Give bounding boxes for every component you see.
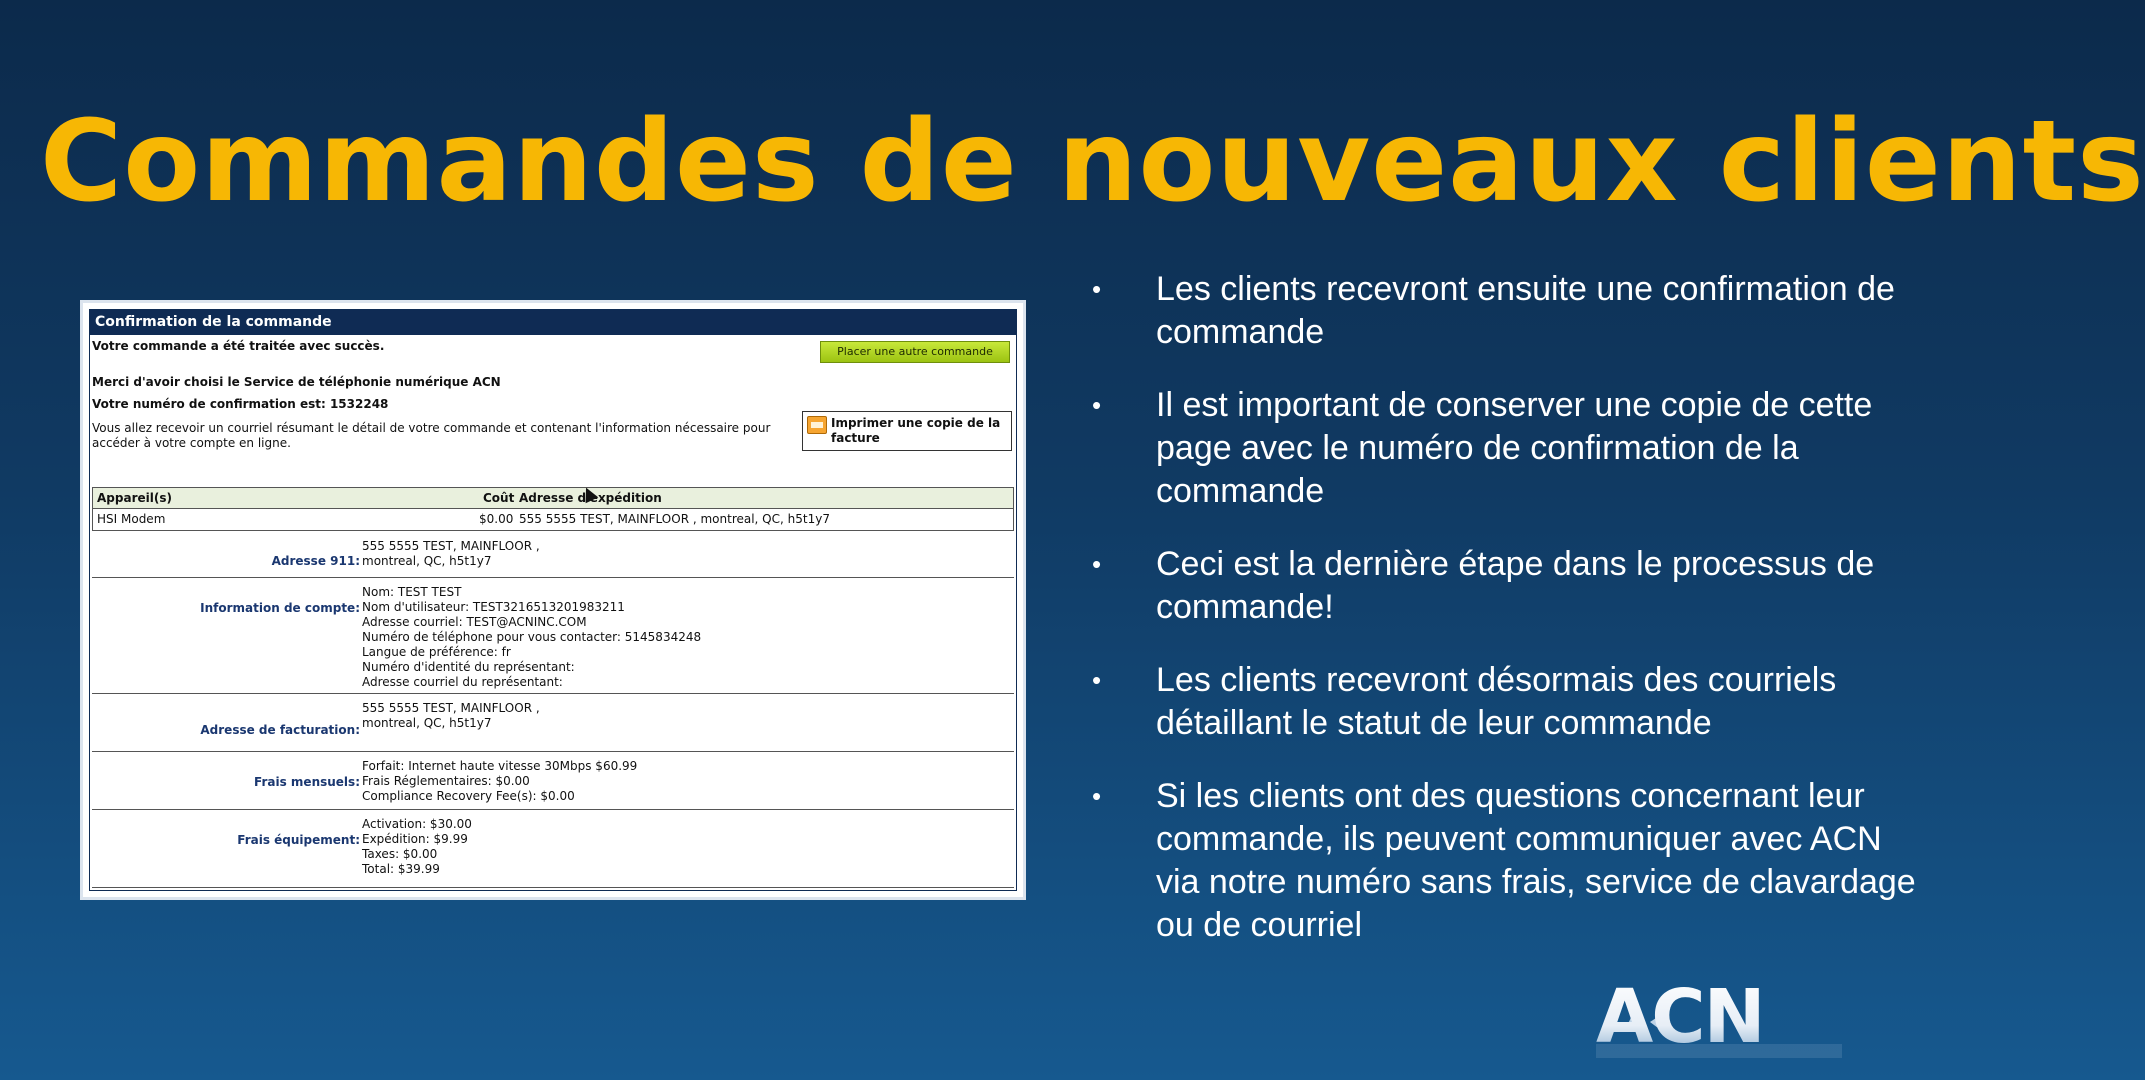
bullet-dot: •	[1092, 665, 1102, 695]
section-label-equipment: Frais équipement:	[237, 833, 360, 847]
col-device: Appareil(s)	[97, 491, 172, 505]
printer-icon	[807, 416, 827, 434]
value-line: Activation: $30.00	[362, 817, 472, 831]
thanks-message: Merci d'avoir choisi le Service de téléphonie numérique ACN	[92, 375, 501, 389]
place-another-order-button[interactable]: Placer une autre commande	[820, 341, 1010, 363]
section-label-monthly: Frais mensuels:	[254, 775, 360, 789]
section-values-911	[362, 539, 540, 569]
bullet-dot: •	[1092, 549, 1102, 579]
shipping-cell: 555 5555 TEST, MAINFLOOR , montreal, QC, h5t1y7	[519, 512, 830, 526]
value-line: Frais Réglementaires: $0.00	[362, 774, 530, 788]
acn-logo	[1588, 972, 1848, 1062]
confirmation-body	[89, 335, 1017, 891]
value-line: Total: $39.99	[362, 862, 440, 876]
order-confirmation-screenshot	[80, 300, 1026, 900]
section-values-account	[362, 585, 701, 690]
col-shipping-address: Adresse d'expédition	[519, 491, 662, 505]
col-cost: Coût	[483, 491, 515, 505]
divider	[92, 577, 1014, 578]
print-invoice-button[interactable]	[802, 411, 1012, 451]
bullet-dot: •	[1092, 274, 1102, 304]
bullet-text: Il est important de conserver une copie de cette page avec le numéro de confirmation de la commande	[1156, 386, 1873, 510]
value-line: Adresse courriel du représentant:	[362, 675, 563, 689]
devices-table-header	[92, 487, 1014, 509]
divider	[92, 693, 1014, 694]
value-line: Numéro de téléphone pour vous contacter: 5145834248	[362, 630, 702, 644]
divider	[92, 809, 1014, 810]
table-row	[92, 509, 1014, 531]
device-cell: HSI Modem	[97, 512, 166, 526]
value-line: Nom d'utilisateur: TEST3216513201983211	[362, 600, 625, 614]
value-line: Compliance Recovery Fee(s): $0.00	[362, 789, 575, 803]
bullet-list	[1090, 268, 1920, 977]
cost-cell: $0.00	[479, 512, 514, 526]
section-label-billing: Adresse de facturation:	[200, 723, 360, 737]
section-values-billing	[362, 701, 540, 731]
logo-reflection	[1596, 1044, 1842, 1058]
value-line: Expédition: $9.99	[362, 832, 468, 846]
email-info-line-2: accéder à votre compte en ligne.	[92, 436, 291, 450]
value-line: Numéro d'identité du représentant:	[362, 660, 575, 674]
value-line: montreal, QC, h5t1y7	[362, 716, 492, 730]
confirmation-header: Confirmation de la commande	[89, 309, 1017, 335]
email-info-line-1: Vous allez recevoir un courriel résumant le détail de votre commande et contenant l'information nécessaire pour	[92, 421, 771, 435]
confirmation-number: Votre numéro de confirmation est: 1532248	[92, 397, 389, 411]
slide-title: Commandes de nouveaux clients	[40, 97, 2145, 227]
bullet-dot: •	[1092, 390, 1102, 420]
bullet-text: Les clients recevront ensuite une confirmation de commande	[1156, 270, 1895, 351]
print-invoice-label: Imprimer une copie de la facture	[831, 416, 1001, 445]
bullet-item	[1090, 775, 1920, 947]
bullet-item	[1090, 384, 1920, 513]
value-line: Nom: TEST TEST	[362, 585, 462, 599]
logo-text: ACN	[1596, 974, 1764, 1060]
bullet-item	[1090, 543, 1920, 629]
success-message: Votre commande a été traitée avec succès.	[92, 339, 385, 353]
value-line: montreal, QC, h5t1y7	[362, 554, 492, 568]
bullet-text: Si les clients ont des questions concernant leur commande, ils peuvent communiquer avec ACN via notre numéro sans frais, service de clavardage ou de courriel	[1156, 777, 1916, 944]
value-line: 555 5555 TEST, MAINFLOOR ,	[362, 701, 540, 715]
divider	[92, 751, 1014, 752]
divider	[92, 887, 1014, 888]
bullet-item	[1090, 659, 1920, 745]
section-values-equipment	[362, 817, 472, 877]
section-values-monthly	[362, 759, 637, 804]
value-line: Adresse courriel: TEST@ACNINC.COM	[362, 615, 587, 629]
bullet-text: Ceci est la dernière étape dans le processus de commande!	[1156, 545, 1875, 626]
bullet-dot: •	[1092, 781, 1102, 811]
value-line: Langue de préférence: fr	[362, 645, 511, 659]
bullet-text: Les clients recevront désormais des courriels détaillant le statut de leur commande	[1156, 661, 1837, 742]
bullet-item	[1090, 268, 1920, 354]
value-line: 555 5555 TEST, MAINFLOOR ,	[362, 539, 540, 553]
section-label-account: Information de compte:	[200, 601, 360, 615]
section-label-911: Adresse 911:	[271, 554, 360, 568]
value-line: Taxes: $0.00	[362, 847, 438, 861]
value-line: Forfait: Internet haute vitesse 30Mbps $60.99	[362, 759, 638, 773]
